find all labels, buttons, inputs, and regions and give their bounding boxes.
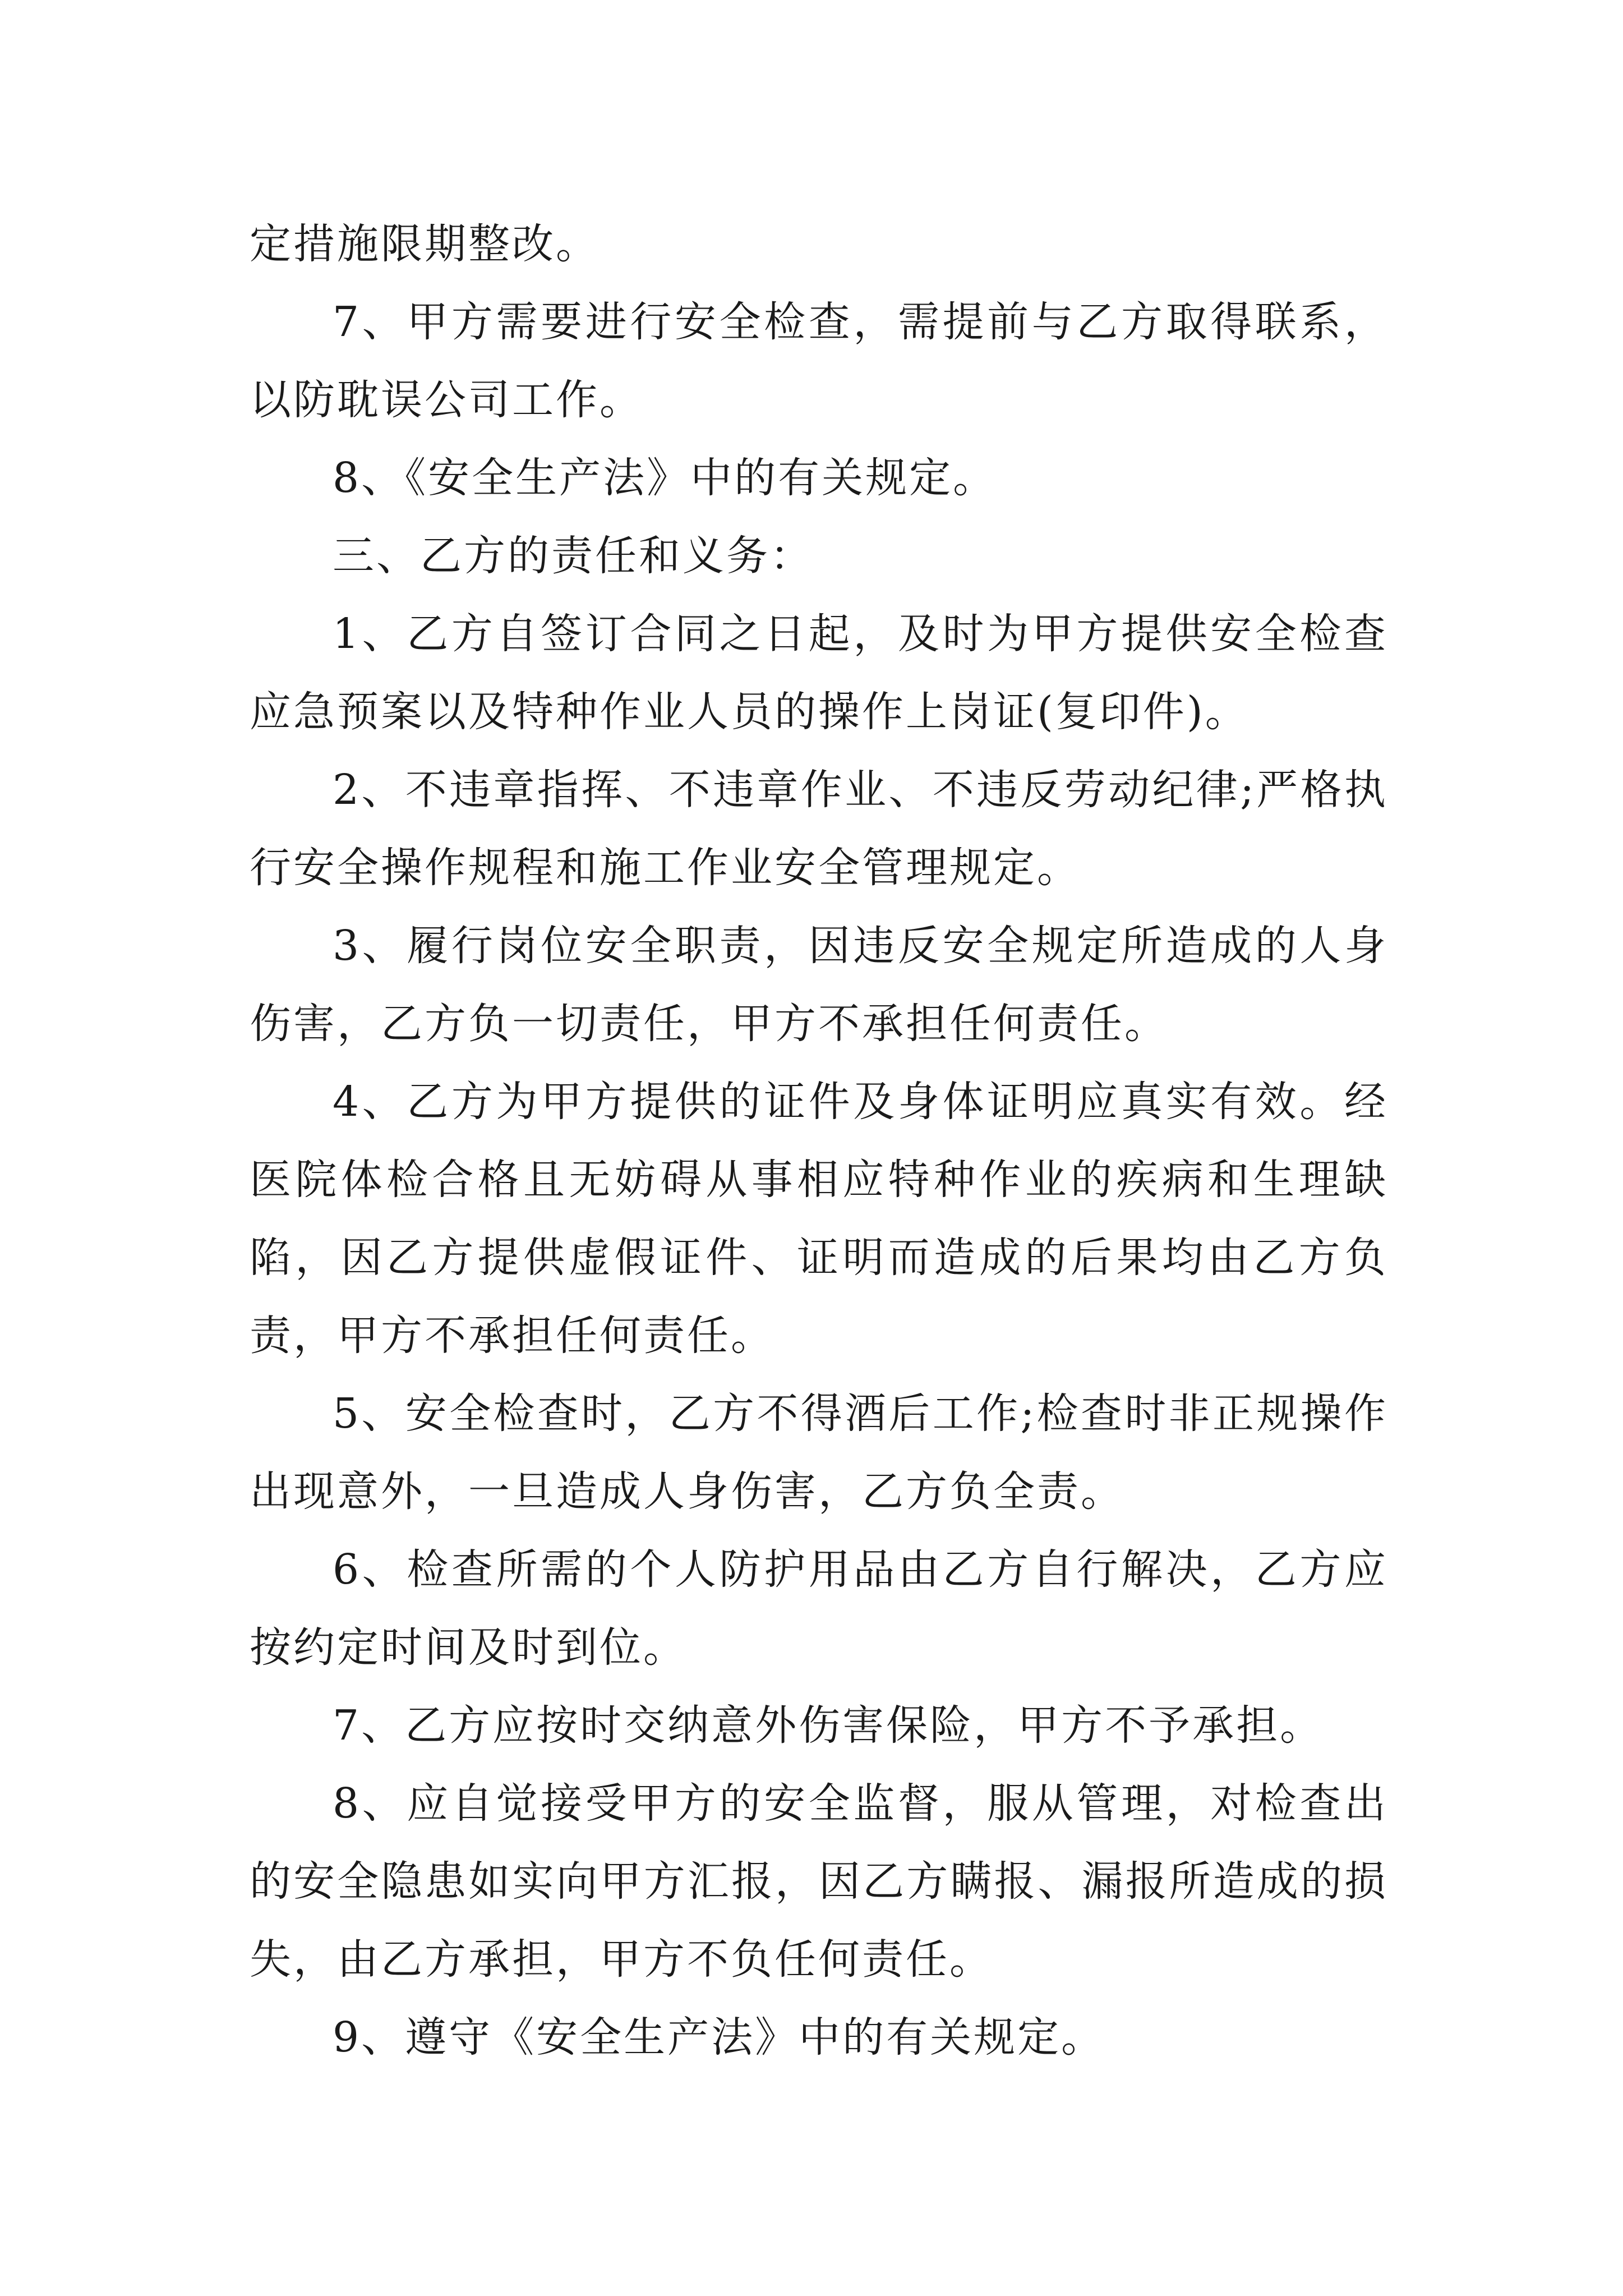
paragraph-party-b-item-3: 3、履行岗位安全职责，因违反安全规定所造成的人身伤害，乙方负一切责任，甲方不承担任何责任。 [250, 922, 1388, 1048]
paragraph-party-b-item-6: 6、检查所需的个人防护用品由乙方自行解决，乙方应按约定时间及时到位。 [250, 1545, 1388, 1672]
document-body [250, 205, 1388, 2077]
paragraph-party-b-item-7: 7、乙方应按时交纳意外伤害保险，甲方不予承担。 [333, 1701, 1324, 1750]
paragraph-party-b-item-2: 2、不违章指挥、不违章作业、不违反劳动纪律;严格执行安全操作规程和施工作业安全管理规定。 [250, 766, 1388, 892]
paragraph-party-b-item-9: 9、遵守《安全生产法》中的有关规定。 [333, 2013, 1105, 2062]
paragraph-party-b-item-1: 1、乙方自签订合同之日起，及时为甲方提供安全检查应急预案以及特种作业人员的操作上岗证(复印件)。 [250, 610, 1388, 736]
paragraph-party-a-item-8: 8、《安全生产法》中的有关规定。 [333, 454, 997, 502]
paragraph-party-b-item-8: 8、应自觉接受甲方的安全监督，服从管理，对检查出的安全隐患如实向甲方汇报，因乙方瞒报、漏报所造成的损失，由乙方承担，甲方不负任何责任。 [250, 1779, 1388, 1984]
paragraph-party-a-item-7: 7、甲方需要进行安全检查，需提前与乙方取得联系，以防耽误公司工作。 [250, 298, 1388, 424]
paragraph-party-b-item-5: 5、安全检查时，乙方不得酒后工作;检查时非正规操作出现意外，一旦造成人身伤害，乙方负全责。 [250, 1389, 1388, 1516]
section-heading-party-b: 三、乙方的责任和义务： [333, 532, 814, 580]
paragraph-party-b-item-4: 4、乙方为甲方提供的证件及身体证明应真实有效。经医院体检合格且无妨碍从事相应特种作业的疾病和生理缺陷，因乙方提供虚假证件、证明而造成的后果均由乙方负责，甲方不承担任何责任。 [250, 1078, 1388, 1360]
paragraph-continuation: 定措施限期整改。 [250, 220, 600, 268]
